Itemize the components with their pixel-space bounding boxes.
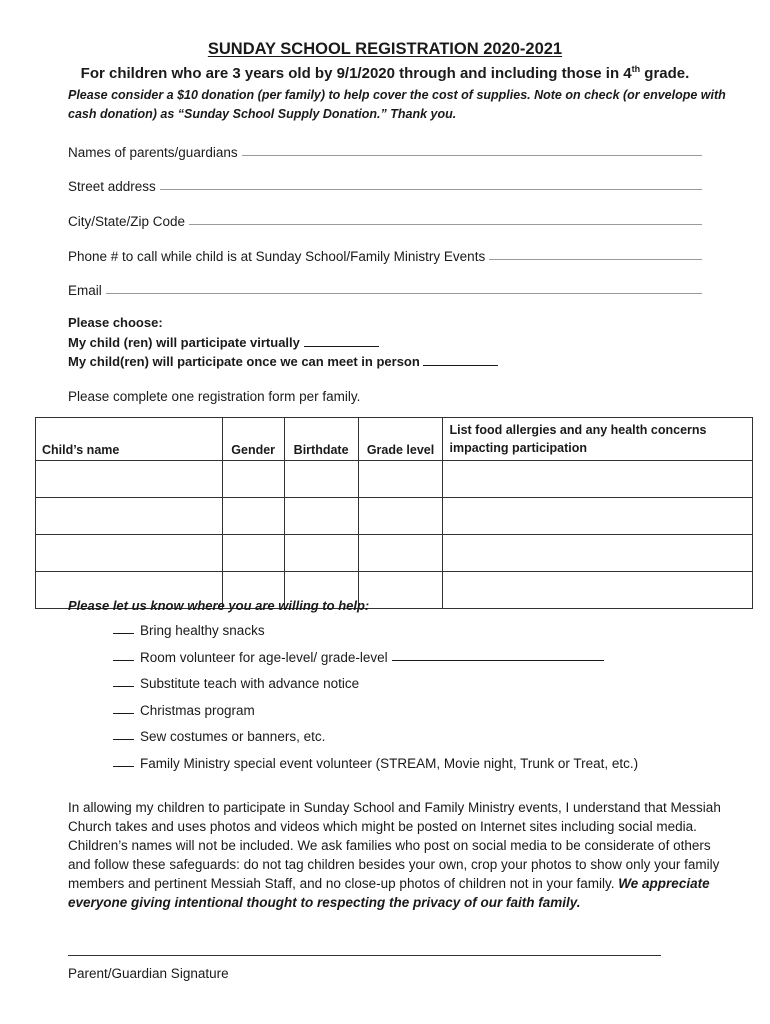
gender-cell[interactable]	[222, 461, 284, 498]
grade-cell[interactable]	[358, 572, 443, 609]
signature-label: Parent/Guardian Signature	[68, 966, 229, 981]
grade-cell[interactable]	[358, 498, 443, 535]
form-title: SUNDAY SCHOOL REGISTRATION 2020-2021	[207, 40, 563, 58]
parents-input-line[interactable]	[242, 155, 702, 156]
snacks-checkbox-line[interactable]	[113, 633, 134, 634]
costumes-checkbox-line[interactable]	[113, 739, 134, 740]
birthdate-cell[interactable]	[284, 498, 358, 535]
table-row	[36, 498, 753, 535]
street-input-line[interactable]	[160, 189, 702, 190]
col-header-allergies: List food allergies and any health concerns impacting participation	[443, 418, 753, 461]
substitute-label: Substitute teach with advance notice	[140, 676, 360, 691]
subtitle-superscript: th	[631, 64, 641, 74]
table-row	[36, 535, 753, 572]
table-row	[36, 461, 753, 498]
city-input-line[interactable]	[189, 224, 702, 225]
choice-in-person-blank[interactable]	[423, 352, 498, 366]
city-label: City/State/Zip Code	[68, 214, 186, 229]
birthdate-cell[interactable]	[284, 535, 358, 572]
costumes-label: Sew costumes or banners, etc.	[140, 729, 326, 744]
choice-in-person-label: My child(ren) will participate once we can meet in person	[68, 354, 420, 369]
street-field[interactable]	[68, 174, 702, 194]
col-header-grade: Grade level	[358, 418, 443, 461]
consent-text: In allowing my children to participate in Sunday School and Family Ministry events, I understand that Messiah Church takes and uses photos and videos which might be posted on Internet sites including social media. Children’s names will not be included. We ask families who post on social media to be considerate of others and follow these safeguards: do not tag children besides your own, crop your photos to show only your family members and pertinent Messiah Staff, and no close-up photos of children not in your family.	[68, 800, 721, 891]
choice-virtual-blank[interactable]	[304, 333, 379, 347]
gender-cell[interactable]	[222, 535, 284, 572]
col-header-name: Child’s name	[36, 418, 223, 461]
child-name-cell[interactable]	[36, 535, 223, 572]
city-field[interactable]	[68, 209, 702, 229]
help-option-snacks	[113, 618, 265, 638]
choice-in-person	[68, 352, 668, 372]
room-grade-blank[interactable]	[392, 660, 604, 661]
photo-consent-paragraph	[68, 798, 728, 912]
christmas-checkbox-line[interactable]	[113, 713, 134, 714]
eligibility-subtitle	[0, 64, 770, 82]
subtitle-text-end: grade.	[640, 65, 690, 82]
col-header-birthdate: Birthdate	[284, 418, 358, 461]
grade-cell[interactable]	[358, 535, 443, 572]
donation-note: Please consider a $10 donation (per family) to help cover the cost of supplies. Note on check (or envelope with cash donation) as “Sunday School Supply Donation.” Thank you.	[68, 88, 726, 121]
snacks-label: Bring healthy snacks	[140, 623, 265, 638]
phone-label: Phone # to call while child is at Sunday School/Family Ministry Events	[68, 249, 486, 264]
email-input-line[interactable]	[106, 293, 702, 294]
family-ministry-label: Family Ministry special event volunteer (STREAM, Movie night, Trunk or Treat, etc.)	[140, 756, 639, 771]
christmas-label: Christmas program	[140, 703, 255, 718]
child-name-cell[interactable]	[36, 498, 223, 535]
help-option-room	[113, 645, 604, 665]
help-option-family-ministry	[113, 751, 638, 771]
gender-cell[interactable]	[222, 498, 284, 535]
help-option-substitute	[113, 671, 359, 691]
child-name-cell[interactable]	[36, 461, 223, 498]
consent-emphasis: We appreciate everyone giving intentional thought to respecting the privacy of our faith family.	[68, 876, 710, 910]
one-form-note: Please complete one registration form per family.	[68, 389, 361, 404]
participation-choice	[68, 313, 668, 372]
parents-field[interactable]	[68, 140, 702, 160]
subtitle-text: For children who are 3 years old by 9/1/2020 through and including those in 4	[80, 65, 632, 82]
room-checkbox-line[interactable]	[113, 660, 134, 661]
help-option-christmas	[113, 698, 255, 718]
choice-virtual	[68, 333, 668, 353]
allergies-cell[interactable]	[443, 572, 753, 609]
help-option-costumes	[113, 724, 325, 744]
choice-virtual-label: My child (ren) will participate virtually	[68, 334, 300, 350]
choice-heading: Please choose:	[68, 315, 163, 330]
help-heading: Please let us know where you are willing to help:	[68, 598, 370, 613]
signature-line[interactable]	[68, 955, 661, 956]
table-header-row	[36, 418, 753, 461]
phone-input-line[interactable]	[489, 259, 702, 260]
col-header-gender: Gender	[222, 418, 284, 461]
phone-field[interactable]	[68, 244, 702, 264]
email-label: Email	[68, 283, 102, 298]
allergies-cell[interactable]	[443, 461, 753, 498]
email-field[interactable]	[68, 278, 702, 298]
grade-cell[interactable]	[358, 461, 443, 498]
parents-label: Names of parents/guardians	[68, 145, 238, 160]
children-table	[35, 417, 753, 609]
birthdate-cell[interactable]	[284, 461, 358, 498]
street-label: Street address	[68, 179, 156, 194]
substitute-checkbox-line[interactable]	[113, 686, 134, 687]
family-ministry-checkbox-line[interactable]	[113, 766, 134, 767]
allergies-cell[interactable]	[443, 535, 753, 572]
room-label: Room volunteer for age-level/ grade-level	[140, 650, 388, 665]
allergies-cell[interactable]	[443, 498, 753, 535]
